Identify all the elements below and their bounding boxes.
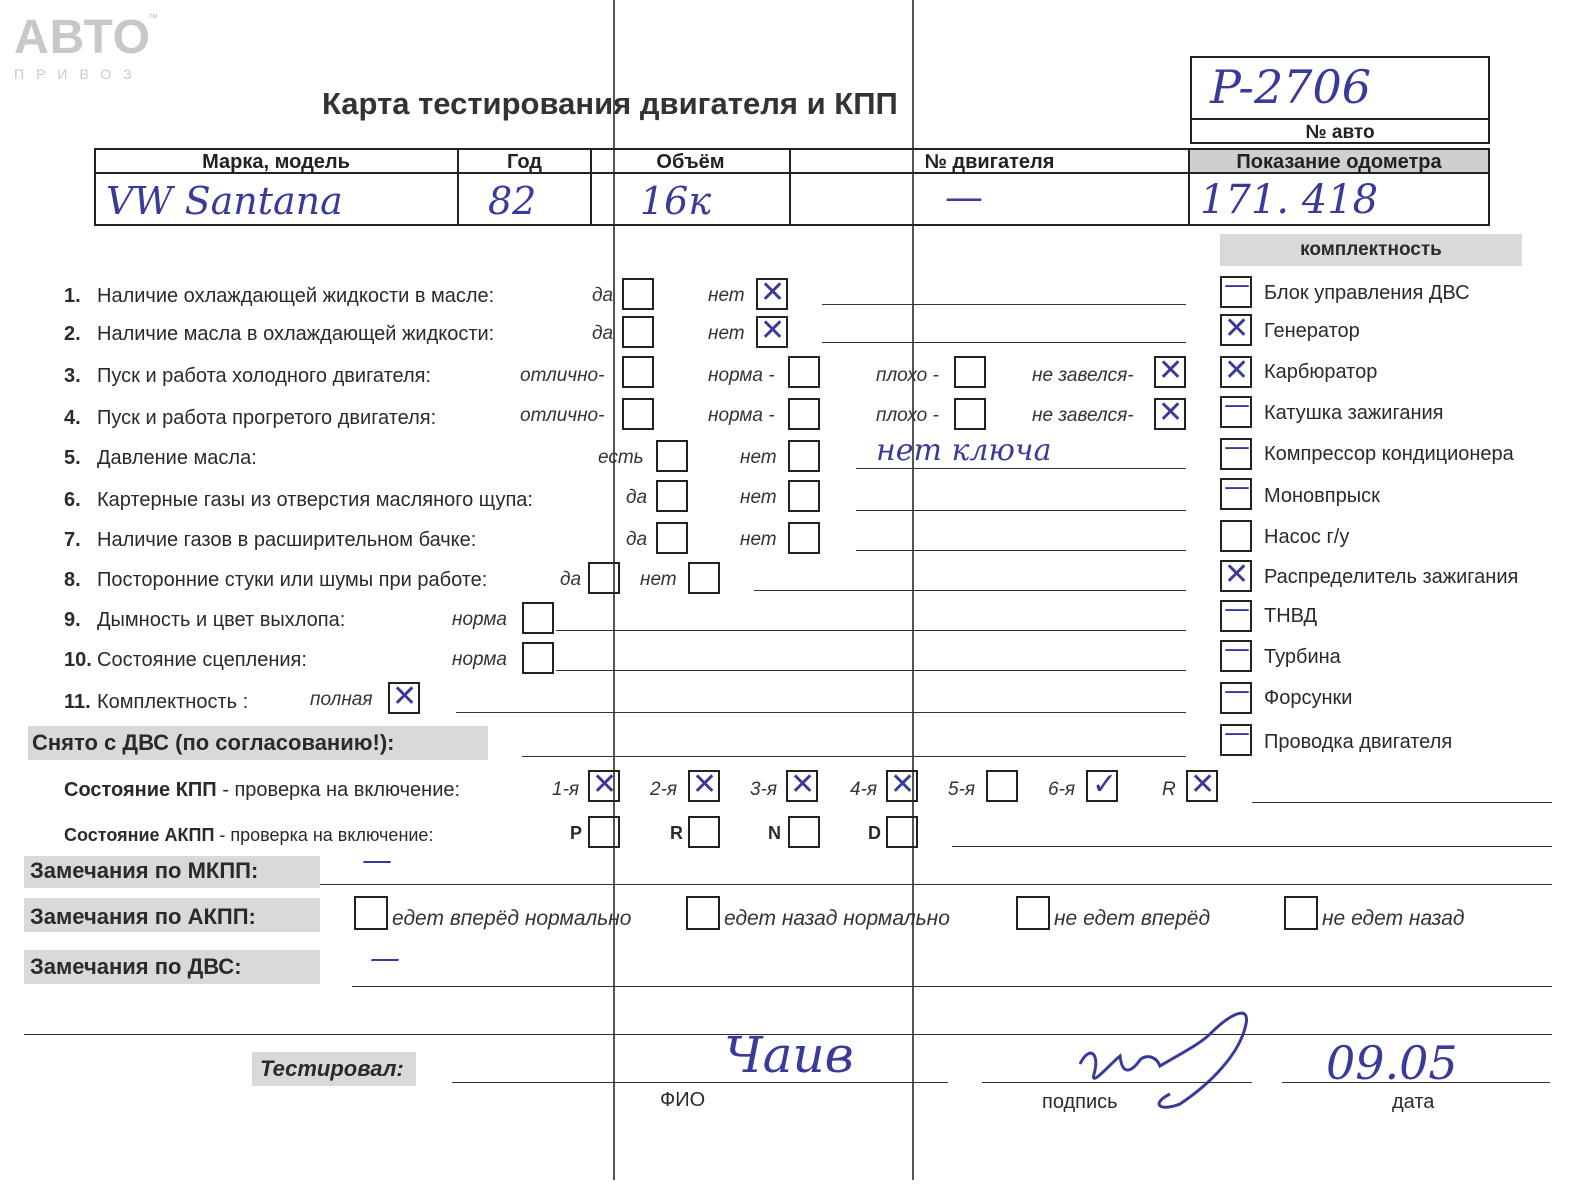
opt-label: да xyxy=(626,487,648,508)
col-make-model: Марка, модель xyxy=(202,151,350,173)
opt-label: нет xyxy=(640,569,677,590)
kit-item-label: Форсунки xyxy=(1264,687,1353,709)
q-text: Состояние сцепления: xyxy=(97,649,307,671)
gear-label: 3-я xyxy=(750,779,778,800)
x-mark-icon: ✕ xyxy=(1190,767,1216,802)
check-mark-icon: ✓ xyxy=(1092,767,1118,802)
kit-checkbox[interactable] xyxy=(1220,634,1252,672)
x-mark-icon: ✕ xyxy=(890,767,916,802)
answer-line xyxy=(856,468,1186,469)
gear-checkbox[interactable] xyxy=(786,767,818,802)
opt-label: нет xyxy=(740,529,777,550)
opt-label: отлично- xyxy=(520,365,605,386)
opt-label: норма - xyxy=(708,405,775,426)
kit-checkbox[interactable] xyxy=(1220,353,1252,388)
col-engine-number: № двигателя xyxy=(924,151,1055,173)
date-line xyxy=(1282,1082,1550,1083)
x-mark-icon: ✕ xyxy=(790,767,816,802)
checkbox[interactable] xyxy=(954,398,986,430)
gear-label: 5-я xyxy=(948,779,976,800)
kit-item-label: Проводка двигателя xyxy=(1264,731,1453,753)
answer-line xyxy=(556,630,1186,631)
q-number: 4. xyxy=(64,407,81,429)
akpp-remark-label: не едет назад xyxy=(1322,907,1465,930)
sign-line xyxy=(982,1082,1252,1083)
answer-line xyxy=(754,590,1186,591)
akpp-remark-label: едет вперёд нормально xyxy=(392,907,632,930)
logo-sub: ПРИВОЗ xyxy=(14,66,144,82)
value-make-model: VW Santana xyxy=(106,179,343,223)
q-text: Наличие охлаждающей жидкости в масле: xyxy=(97,285,495,307)
opt-label: плохо - xyxy=(876,365,939,386)
kit-checkbox[interactable] xyxy=(1220,676,1252,714)
dash-mark-icon: — xyxy=(1224,270,1250,300)
x-mark-icon: ✕ xyxy=(1224,557,1250,592)
q-number: 2. xyxy=(64,323,81,345)
checkbox[interactable] xyxy=(656,440,688,472)
x-mark-icon: ✕ xyxy=(1158,395,1184,430)
checkbox[interactable] xyxy=(954,356,986,388)
q-number: 9. xyxy=(64,609,81,631)
q-number: 10. xyxy=(64,649,92,671)
col-odometer: Показание одометра xyxy=(1236,151,1442,173)
dash-mark-icon: — xyxy=(1224,594,1250,624)
checkbox[interactable] xyxy=(588,562,620,594)
dash-note: — xyxy=(362,843,392,878)
checkbox-checked[interactable] xyxy=(756,275,788,310)
opt-label: нет xyxy=(708,285,745,306)
fio-value: Чаив xyxy=(724,1026,854,1084)
kit-checkbox[interactable] xyxy=(1220,594,1252,632)
checkbox[interactable] xyxy=(622,278,654,310)
akpp-remark-checkbox[interactable] xyxy=(354,896,388,930)
kit-item-label: Турбина xyxy=(1264,646,1341,668)
logo-tm: ™ xyxy=(148,13,158,24)
answer-line xyxy=(522,756,1186,757)
mode-label: N xyxy=(768,823,781,843)
checkbox[interactable] xyxy=(656,480,688,512)
sign-label: подпись xyxy=(1042,1091,1118,1113)
fio-line xyxy=(452,1082,948,1083)
opt-label: нет xyxy=(740,447,777,468)
akpp-label-rest: - проверка на включение: xyxy=(214,825,434,845)
checkbox[interactable] xyxy=(688,562,720,594)
checkbox[interactable] xyxy=(788,440,820,472)
checkbox[interactable] xyxy=(788,356,820,388)
gear-label: R xyxy=(1162,779,1176,800)
date-value: 09.05 xyxy=(1326,1036,1458,1090)
kit-checkbox[interactable] xyxy=(1220,472,1252,510)
kit-checkbox[interactable] xyxy=(1220,390,1252,428)
checkbox[interactable] xyxy=(656,522,688,554)
value-engine-number: — xyxy=(945,175,983,219)
mode-checkbox[interactable] xyxy=(688,816,720,848)
akpp-remark-checkbox[interactable] xyxy=(686,896,720,930)
q-text: Пуск и работа прогретого двигателя: xyxy=(97,407,437,429)
checkbox[interactable] xyxy=(622,316,654,348)
q-number: 1. xyxy=(64,285,81,307)
kit-checkbox[interactable] xyxy=(1220,557,1252,592)
date-label: дата xyxy=(1392,1091,1435,1113)
x-mark-icon: ✕ xyxy=(592,767,618,802)
x-mark-icon: ✕ xyxy=(760,313,786,348)
checkbox-checked[interactable] xyxy=(388,679,420,714)
opt-label: да xyxy=(592,285,614,306)
fio-label: ФИО xyxy=(660,1089,706,1111)
akpp-remark-checkbox[interactable] xyxy=(1016,896,1050,930)
col-volume: Объём xyxy=(656,151,725,173)
car-number-label: № авто xyxy=(1305,122,1375,143)
answer-line xyxy=(352,986,1552,987)
akpp-remark-label: не едет вперёд xyxy=(1054,907,1211,930)
x-mark-icon: ✕ xyxy=(760,275,786,310)
value-odometer: 171. 418 xyxy=(1200,177,1379,223)
answer-line xyxy=(320,884,1552,885)
q-text: Наличие масла в охлаждающей жидкости: xyxy=(97,323,495,345)
value-year: 82 xyxy=(488,179,537,223)
kit-item-label: Карбюратор xyxy=(1264,361,1378,383)
answer-line xyxy=(456,712,1186,713)
handwritten-note: нет ключа xyxy=(876,433,1052,468)
tested-label: Тестировал: xyxy=(260,1056,404,1081)
opt-label: норма xyxy=(452,649,507,670)
mode-label: D xyxy=(868,823,881,843)
checkbox-checked[interactable] xyxy=(756,313,788,348)
checkbox-checked[interactable] xyxy=(1154,395,1186,430)
kit-item-label: Катушка зажигания xyxy=(1264,402,1444,424)
akpp-label-bold: Состояние АКПП xyxy=(64,825,215,845)
kit-checkbox[interactable] xyxy=(1220,718,1252,756)
x-mark-icon: ✕ xyxy=(1224,311,1250,346)
gear-label: 4-я xyxy=(850,779,878,800)
q-text: Наличие газов в расширительном бачке: xyxy=(97,529,477,551)
q-number: 3. xyxy=(64,365,81,387)
gear-checkbox[interactable] xyxy=(886,767,918,802)
kit-item-label: Распределитель зажигания xyxy=(1264,566,1519,588)
q-text: Комплектность : xyxy=(97,691,249,713)
remarks-akpp-label: Замечания по АКПП: xyxy=(30,904,256,929)
opt-label: есть xyxy=(598,447,644,468)
dash-mark-icon: — xyxy=(1224,432,1250,462)
col-year: Год xyxy=(507,151,542,173)
kpp-label-bold: Состояние КПП xyxy=(64,779,217,801)
value-volume: 16к xyxy=(640,179,712,223)
kit-checkbox[interactable] xyxy=(1220,520,1252,552)
x-mark-icon: ✕ xyxy=(1158,353,1184,388)
akpp-remark-checkbox[interactable] xyxy=(1284,896,1318,930)
answer-line xyxy=(822,342,1186,343)
opt-label: да xyxy=(560,569,582,590)
kit-item-label: ТНВД xyxy=(1264,605,1318,627)
kit-item-label: Компрессор кондиционера xyxy=(1264,443,1514,465)
q-number: 6. xyxy=(64,489,81,511)
q-text: Дымность и цвет выхлопа: xyxy=(97,609,346,631)
kit-item-label: Блок управления ДВС xyxy=(1264,282,1470,304)
logo xyxy=(14,11,151,82)
dash-mark-icon: — xyxy=(1224,718,1250,748)
kit-checkbox[interactable] xyxy=(1220,432,1252,470)
gear-checkbox[interactable] xyxy=(688,767,720,802)
checkbox[interactable] xyxy=(788,522,820,554)
answer-line xyxy=(1252,802,1552,803)
dash-mark-icon: — xyxy=(1224,390,1250,420)
checkbox[interactable] xyxy=(788,480,820,512)
opt-label: не завелся- xyxy=(1032,365,1134,386)
kit-item-label: Моновпрыск xyxy=(1264,485,1380,507)
x-mark-icon: ✕ xyxy=(392,679,418,714)
mode-label: R xyxy=(670,823,683,843)
gear-checkbox[interactable] xyxy=(1186,767,1218,802)
kpp-label-rest: - проверка на включение: xyxy=(216,779,461,801)
car-number-box xyxy=(1190,56,1490,144)
kit-item-label: Генератор xyxy=(1264,320,1360,342)
mode-checkbox[interactable] xyxy=(886,816,918,848)
kit-checkbox[interactable] xyxy=(1220,270,1252,308)
answer-line xyxy=(856,550,1186,551)
checkbox[interactable] xyxy=(788,398,820,430)
mode-label: P xyxy=(570,823,583,843)
answer-line xyxy=(856,510,1186,511)
checkbox[interactable] xyxy=(622,398,654,430)
mode-checkbox[interactable] xyxy=(588,816,620,848)
checkbox[interactable] xyxy=(522,602,554,634)
dash-mark-icon: — xyxy=(1224,676,1250,706)
answer-line xyxy=(822,304,1186,305)
dash-note: — xyxy=(370,941,400,976)
gear-checkbox[interactable] xyxy=(588,767,620,802)
kit-title: комплектность xyxy=(1300,239,1442,260)
opt-label: плохо - xyxy=(876,405,939,426)
kit-item-label: Насос г/у xyxy=(1264,526,1350,548)
mode-checkbox[interactable] xyxy=(788,816,820,848)
gear-label: 1-я xyxy=(552,779,580,800)
dash-mark-icon: — xyxy=(1224,634,1250,664)
opt-label: полная xyxy=(310,689,373,710)
q-number: 11. xyxy=(64,691,91,713)
q-number: 5. xyxy=(64,447,81,469)
q-text: Посторонние стуки или шумы при работе: xyxy=(97,569,488,591)
q-text: Картерные газы из отверстия масляного щупа: xyxy=(97,489,533,511)
dash-mark-icon: — xyxy=(1224,472,1250,502)
opt-label: норма xyxy=(452,609,507,630)
opt-label: да xyxy=(592,323,614,344)
kit-checkbox[interactable] xyxy=(1220,311,1252,346)
removed-label: Снято с ДВС (по согласованию!): xyxy=(32,730,395,755)
answer-line xyxy=(952,846,1552,847)
answer-line xyxy=(556,670,1186,671)
checkbox[interactable] xyxy=(622,356,654,388)
gear-checkbox[interactable] xyxy=(1086,767,1118,802)
q-number: 7. xyxy=(64,529,81,551)
opt-label: не завелся- xyxy=(1032,405,1134,426)
checkbox[interactable] xyxy=(522,642,554,674)
gear-checkbox[interactable] xyxy=(986,770,1018,802)
logo-text: АВТО xyxy=(14,11,151,64)
x-mark-icon: ✕ xyxy=(1224,353,1250,388)
q-text: Давление масла: xyxy=(97,447,257,469)
opt-label: нет xyxy=(740,487,777,508)
akpp-label xyxy=(64,826,433,844)
checkbox-checked[interactable] xyxy=(1154,353,1186,388)
kpp-label xyxy=(64,780,460,800)
opt-label: норма - xyxy=(708,365,775,386)
q-number: 8. xyxy=(64,569,81,591)
x-mark-icon: ✕ xyxy=(692,767,718,802)
car-number-value: P-2706 xyxy=(1210,60,1372,114)
remarks-mkpp-label: Замечания по МКПП: xyxy=(30,858,259,883)
page-title: Карта тестирования двигателя и КПП xyxy=(322,86,898,121)
opt-label: да xyxy=(626,529,648,550)
gear-label: 6-я xyxy=(1048,779,1076,800)
opt-label: отлично- xyxy=(520,405,605,426)
remarks-dvs-label: Замечания по ДВС: xyxy=(30,954,242,979)
gear-label: 2-я xyxy=(650,779,678,800)
opt-label: нет xyxy=(708,323,745,344)
q-text: Пуск и работа холодного двигателя: xyxy=(97,365,432,387)
akpp-remark-label: едет назад нормально xyxy=(724,907,950,930)
